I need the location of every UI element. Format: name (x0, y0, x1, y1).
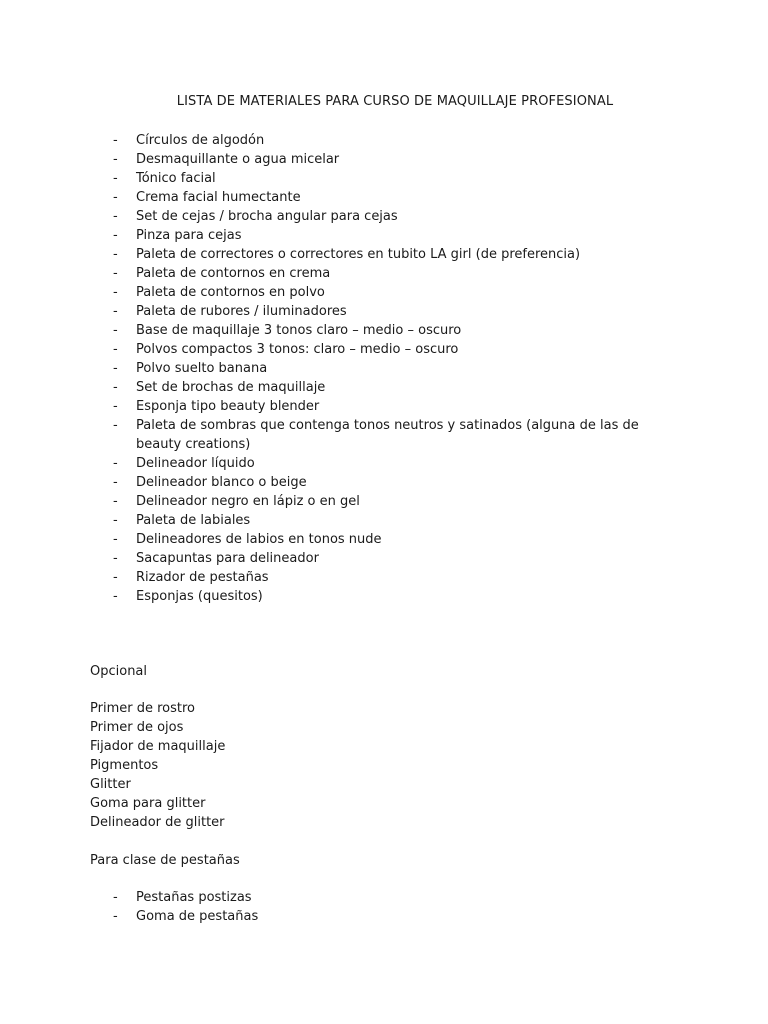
bullet-dash: - (113, 399, 118, 414)
list-item-text: Delineador blanco o beige (136, 475, 307, 490)
bullet-dash: - (113, 323, 118, 338)
bullet-dash: - (113, 570, 118, 585)
list-item-text: Paleta de correctores o correctores en tubito LA girl (de preferencia) (136, 247, 581, 262)
materials-list-item (113, 169, 673, 188)
lashes-list-item (113, 907, 673, 926)
list-item-text: Set de brochas de maquillaje (136, 380, 326, 395)
bullet-dash: - (113, 513, 118, 528)
optional-list-item: Fijador de maquillaje (90, 739, 226, 754)
optional-list-item: Glitter (90, 777, 131, 792)
bullet-dash: - (113, 475, 118, 490)
bullet-dash: - (113, 551, 118, 566)
list-item-text: Base de maquillaje 3 tonos claro – medio – oscuro (136, 323, 462, 338)
materials-list-item (113, 245, 673, 264)
list-item-text: Paleta de labiales (136, 513, 251, 528)
optional-list-item: Delineador de glitter (90, 815, 225, 830)
materials-list-item (113, 207, 673, 226)
bullet-dash: - (113, 380, 118, 395)
optional-list-item: Pigmentos (90, 758, 159, 773)
materials-list-item (113, 283, 673, 302)
list-item-text: Pinza para cejas (136, 228, 242, 243)
materials-list-item (113, 302, 673, 321)
bullet-dash: - (113, 247, 118, 262)
bullet-dash: - (113, 190, 118, 205)
bullet-dash: - (113, 532, 118, 547)
materials-list-item (113, 321, 673, 340)
bullet-dash: - (113, 209, 118, 224)
bullet-dash: - (113, 152, 118, 167)
bullet-dash: - (113, 171, 118, 186)
materials-list-item (113, 549, 673, 568)
list-item-text: Paleta de contornos en crema (136, 266, 331, 281)
materials-list (113, 131, 673, 606)
list-item-text: Paleta de sombras que contenga tonos neutros y satinados (alguna de las de beauty creations) (136, 418, 639, 452)
list-item-text: Delineador negro en lápiz o en gel (136, 494, 360, 509)
optional-section-label: Opcional (90, 664, 148, 679)
lashes-section-label: Para clase de pestañas (90, 853, 240, 868)
optional-list-item: Primer de ojos (90, 720, 184, 735)
materials-list-item (113, 188, 673, 207)
bullet-dash: - (113, 909, 118, 924)
materials-list-item (113, 587, 673, 606)
materials-list-item (113, 530, 673, 549)
list-item-text: Delineador líquido (136, 456, 255, 471)
document-title: LISTA DE MATERIALES PARA CURSO DE MAQUILLAJE PROFESIONAL (176, 94, 614, 109)
materials-list-item (113, 359, 673, 378)
list-item-text: Crema facial humectante (136, 190, 301, 205)
bullet-dash: - (113, 361, 118, 376)
materials-list-item (113, 340, 673, 359)
materials-list-item (113, 568, 673, 587)
bullet-dash: - (113, 890, 118, 905)
materials-list-item (113, 131, 673, 150)
materials-list-item (113, 378, 673, 397)
bullet-dash: - (113, 456, 118, 471)
bullet-dash: - (113, 304, 118, 319)
list-item-text: Polvo suelto banana (136, 361, 268, 376)
bullet-dash: - (113, 133, 118, 148)
materials-list-item (113, 492, 673, 511)
list-item-text: Goma de pestañas (136, 909, 259, 924)
list-item-text: Tónico facial (136, 171, 216, 186)
materials-list-item (113, 473, 673, 492)
list-item-text: Set de cejas / brocha angular para cejas (136, 209, 398, 224)
bullet-dash: - (113, 418, 118, 433)
optional-list-item: Primer de rostro (90, 701, 195, 716)
optional-list-item: Goma para glitter (90, 796, 206, 811)
materials-list-item (113, 226, 673, 245)
bullet-dash: - (113, 494, 118, 509)
bullet-dash: - (113, 589, 118, 604)
list-item-text: Paleta de contornos en polvo (136, 285, 325, 300)
materials-list-item (113, 416, 673, 454)
materials-list-item (113, 511, 673, 530)
list-item-text: Pestañas postizas (136, 890, 252, 905)
bullet-dash: - (113, 228, 118, 243)
lashes-list-item (113, 888, 673, 907)
list-item-text: Paleta de rubores / iluminadores (136, 304, 347, 319)
list-item-text: Círculos de algodón (136, 133, 265, 148)
optional-list (90, 699, 225, 832)
list-item-text: Desmaquillante o agua micelar (136, 152, 340, 167)
list-item-text: Polvos compactos 3 tonos: claro – medio – oscuro (136, 342, 459, 357)
materials-list-item (113, 264, 673, 283)
list-item-text: Esponjas (quesitos) (136, 589, 263, 604)
list-item-text: Sacapuntas para delineador (136, 551, 319, 566)
materials-list-item (113, 150, 673, 169)
bullet-dash: - (113, 342, 118, 357)
bullet-dash: - (113, 285, 118, 300)
lashes-list (113, 888, 673, 926)
list-item-text: Rizador de pestañas (136, 570, 269, 585)
materials-list-item (113, 454, 673, 473)
materials-list-item (113, 397, 673, 416)
list-item-text: Esponja tipo beauty blender (136, 399, 320, 414)
list-item-text: Delineadores de labios en tonos nude (136, 532, 382, 547)
bullet-dash: - (113, 266, 118, 281)
